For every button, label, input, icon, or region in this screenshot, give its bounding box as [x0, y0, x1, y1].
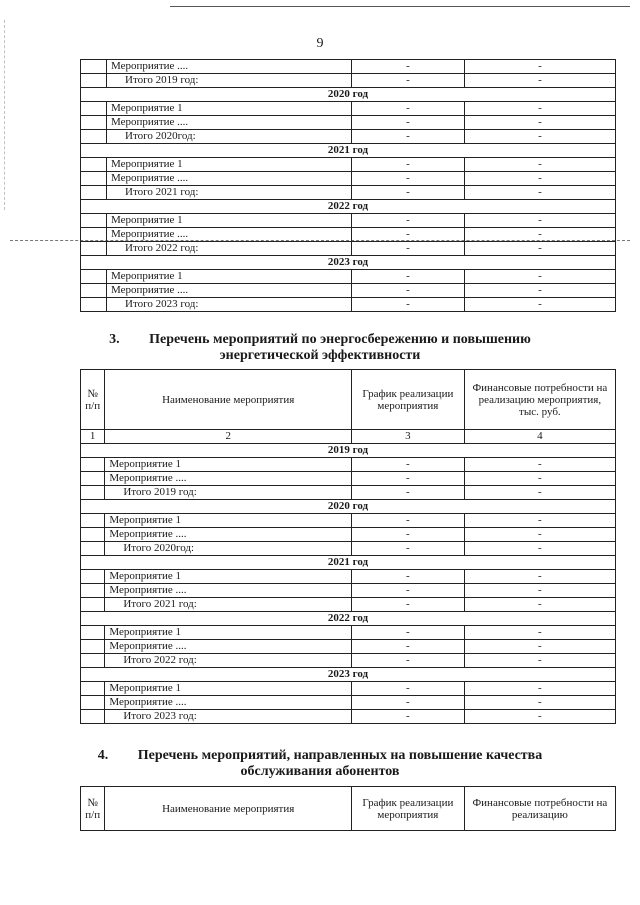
column-header-number: № п/п	[81, 787, 105, 831]
row-number-cell	[81, 584, 105, 598]
schedule-value: -	[352, 696, 465, 710]
year-row	[81, 612, 616, 626]
activity-row	[81, 584, 616, 598]
financing-value: -	[464, 542, 615, 556]
activity-row	[81, 158, 616, 172]
column-header-financing: Финансовые потребности на реализацию	[464, 787, 615, 831]
year-row	[81, 500, 616, 514]
financing-value: -	[465, 214, 616, 228]
total-row	[81, 186, 616, 200]
schedule-value: -	[352, 74, 465, 88]
total-label: Итого 2020год:	[105, 542, 352, 556]
schedule-value: -	[352, 228, 465, 242]
financing-value: -	[464, 654, 615, 668]
schedule-value: -	[352, 172, 465, 186]
financing-value: -	[464, 710, 615, 724]
activity-row	[81, 284, 616, 298]
activity-row	[81, 116, 616, 130]
schedule-value: -	[352, 570, 465, 584]
row-number-cell	[81, 598, 105, 612]
financing-value: -	[464, 682, 615, 696]
financing-value: -	[464, 598, 615, 612]
financing-value: -	[464, 528, 615, 542]
financing-value: -	[465, 270, 616, 284]
schedule-value: -	[352, 626, 465, 640]
year-heading: 2023 год	[81, 256, 616, 270]
column-header-schedule: График реализации мероприятия	[352, 787, 465, 831]
activity-row	[81, 570, 616, 584]
schedule-value: -	[352, 186, 465, 200]
financing-value: -	[465, 116, 616, 130]
schedule-value: -	[352, 682, 465, 696]
financing-value: -	[465, 172, 616, 186]
activity-name: Мероприятие ....	[105, 696, 352, 710]
row-number-cell	[81, 74, 107, 88]
row-number-cell	[81, 130, 107, 144]
financing-value: -	[464, 626, 615, 640]
year-row	[81, 668, 616, 682]
total-row	[81, 74, 616, 88]
activity-row	[81, 102, 616, 116]
schedule-value: -	[352, 542, 465, 556]
row-number-cell	[81, 710, 105, 724]
activity-row	[81, 172, 616, 186]
row-number-cell	[81, 242, 107, 256]
year-heading: 2021 год	[81, 556, 616, 570]
scan-edge-line	[170, 6, 630, 7]
activity-row	[81, 228, 616, 242]
financing-value: -	[464, 458, 615, 472]
activity-name: Мероприятие 1	[107, 270, 352, 284]
schedule-value: -	[352, 584, 465, 598]
total-label: Итого 2020год:	[107, 130, 352, 144]
total-row	[81, 130, 616, 144]
row-number-cell	[81, 158, 107, 172]
activity-name: Мероприятие 1	[105, 570, 352, 584]
total-row	[81, 710, 616, 724]
schedule-value: -	[352, 710, 465, 724]
activity-row	[81, 626, 616, 640]
row-number-cell	[81, 284, 107, 298]
section-3-heading	[0, 332, 640, 364]
year-row	[81, 88, 616, 102]
financing-value: -	[465, 186, 616, 200]
activity-name: Мероприятие ....	[107, 228, 352, 242]
total-label: Итого 2021 год:	[107, 186, 352, 200]
year-heading: 2019 год	[81, 444, 616, 458]
year-row	[81, 200, 616, 214]
total-row	[81, 298, 616, 312]
schedule-value: -	[352, 298, 465, 312]
financing-value: -	[464, 472, 615, 486]
activity-row	[81, 682, 616, 696]
row-number-cell	[81, 458, 105, 472]
financing-value: -	[465, 228, 616, 242]
activity-row	[81, 472, 616, 486]
activity-name: Мероприятие ....	[105, 584, 352, 598]
row-number-cell	[81, 486, 105, 500]
schedule-value: -	[352, 458, 465, 472]
activity-name: Мероприятие ....	[107, 172, 352, 186]
activity-name: Мероприятие 1	[105, 458, 352, 472]
row-number-cell	[81, 102, 107, 116]
section-3-title-line2: энергетической эффективности	[219, 348, 421, 363]
schedule-value: -	[352, 654, 465, 668]
year-row	[81, 256, 616, 270]
financing-value: -	[465, 74, 616, 88]
year-heading: 2020 год	[81, 500, 616, 514]
activity-name: Мероприятие 1	[107, 158, 352, 172]
schedule-value: -	[352, 214, 465, 228]
financing-value: -	[465, 130, 616, 144]
financing-value: -	[464, 696, 615, 710]
column-header-schedule: График реализации мероприятия	[352, 370, 465, 430]
row-number-cell	[81, 542, 105, 556]
schedule-value: -	[352, 598, 465, 612]
activity-name: Мероприятие ....	[107, 60, 352, 74]
financing-value: -	[465, 284, 616, 298]
activity-name: Мероприятие 1	[105, 626, 352, 640]
column-header-number: № п/п	[81, 370, 105, 430]
row-number-cell	[81, 528, 105, 542]
column-number: 4	[464, 430, 615, 444]
year-heading: 2022 год	[81, 200, 616, 214]
column-header-name: Наименование мероприятия	[105, 370, 352, 430]
schedule-value: -	[352, 158, 465, 172]
column-number: 2	[105, 430, 352, 444]
activity-row	[81, 640, 616, 654]
row-number-cell	[81, 626, 105, 640]
activity-row	[81, 514, 616, 528]
schedule-value: -	[352, 116, 465, 130]
row-number-cell	[81, 640, 105, 654]
row-number-cell	[81, 172, 107, 186]
activity-row	[81, 60, 616, 74]
activity-name: Мероприятие ....	[107, 116, 352, 130]
row-number-cell	[81, 514, 105, 528]
activity-row	[81, 214, 616, 228]
total-row	[81, 598, 616, 612]
row-number-cell	[81, 654, 105, 668]
activity-name: Мероприятие ....	[105, 640, 352, 654]
total-row	[81, 486, 616, 500]
year-heading: 2021 год	[81, 144, 616, 158]
activity-name: Мероприятие 1	[107, 214, 352, 228]
page-number: 9	[316, 36, 324, 51]
schedule-value: -	[352, 284, 465, 298]
total-label: Итого 2019 год:	[105, 486, 352, 500]
financing-value: -	[464, 486, 615, 500]
activity-row	[81, 696, 616, 710]
table-continued-activities	[80, 59, 616, 312]
schedule-value: -	[352, 472, 465, 486]
section-4-heading	[0, 748, 640, 780]
table-header-row	[81, 370, 616, 430]
total-label: Итого 2023 год:	[107, 298, 352, 312]
financing-value: -	[465, 60, 616, 74]
column-number: 1	[81, 430, 105, 444]
schedule-value: -	[352, 528, 465, 542]
financing-value: -	[464, 640, 615, 654]
total-label: Итого 2022 год:	[105, 654, 352, 668]
total-label: Итого 2023 год:	[105, 710, 352, 724]
section-4-title-line2: обслуживания абонентов	[240, 764, 400, 779]
section-3-title-line1: Перечень мероприятий по энергосбережению и повышению	[149, 332, 531, 347]
financing-value: -	[464, 514, 615, 528]
activity-name: Мероприятие ....	[107, 284, 352, 298]
activity-row	[81, 528, 616, 542]
column-header-name: Наименование мероприятия	[105, 787, 352, 831]
total-row	[81, 542, 616, 556]
column-number: 3	[352, 430, 465, 444]
financing-value: -	[465, 158, 616, 172]
year-row	[81, 556, 616, 570]
row-number-cell	[81, 116, 107, 130]
year-row	[81, 144, 616, 158]
year-heading: 2022 год	[81, 612, 616, 626]
schedule-value: -	[352, 130, 465, 144]
total-label: Итого 2021 год:	[105, 598, 352, 612]
table-energy-saving-activities	[80, 369, 616, 724]
row-number-cell	[81, 186, 107, 200]
row-number-cell	[81, 682, 105, 696]
row-number-cell	[81, 270, 107, 284]
activity-name: Мероприятие 1	[105, 682, 352, 696]
total-row	[81, 654, 616, 668]
schedule-value: -	[352, 640, 465, 654]
activity-name: Мероприятие ....	[105, 472, 352, 486]
activity-row	[81, 458, 616, 472]
total-label: Итого 2019 год:	[107, 74, 352, 88]
year-heading: 2020 год	[81, 88, 616, 102]
table-header-row	[81, 787, 616, 831]
financing-value: -	[465, 298, 616, 312]
section-3-number: 3.	[109, 332, 120, 347]
financing-value: -	[465, 102, 616, 116]
row-number-cell	[81, 228, 107, 242]
row-number-cell	[81, 298, 107, 312]
section-4-title-line1: Перечень мероприятий, направленных на повышение качества	[137, 748, 543, 763]
schedule-value: -	[352, 60, 465, 74]
activity-row	[81, 270, 616, 284]
row-number-cell	[81, 696, 105, 710]
financing-value: -	[465, 242, 616, 256]
row-number-cell	[81, 472, 105, 486]
financing-value: -	[464, 570, 615, 584]
financing-value: -	[464, 584, 615, 598]
year-row	[81, 444, 616, 458]
total-label: Итого 2022 год:	[107, 242, 352, 256]
schedule-value: -	[352, 102, 465, 116]
table-customer-service-activities	[80, 786, 616, 831]
row-number-cell	[81, 570, 105, 584]
activity-name: Мероприятие ....	[105, 528, 352, 542]
schedule-value: -	[352, 242, 465, 256]
activity-name: Мероприятие 1	[107, 102, 352, 116]
column-number-row	[81, 430, 616, 444]
year-heading: 2023 год	[81, 668, 616, 682]
section-4-number: 4.	[97, 748, 109, 763]
column-header-financing: Финансовые потребности на реализацию мероприятия, тыс. руб.	[464, 370, 615, 430]
activity-name: Мероприятие 1	[105, 514, 352, 528]
row-number-cell	[81, 60, 107, 74]
schedule-value: -	[352, 486, 465, 500]
row-number-cell	[81, 214, 107, 228]
schedule-value: -	[352, 270, 465, 284]
total-row	[81, 242, 616, 256]
schedule-value: -	[352, 514, 465, 528]
